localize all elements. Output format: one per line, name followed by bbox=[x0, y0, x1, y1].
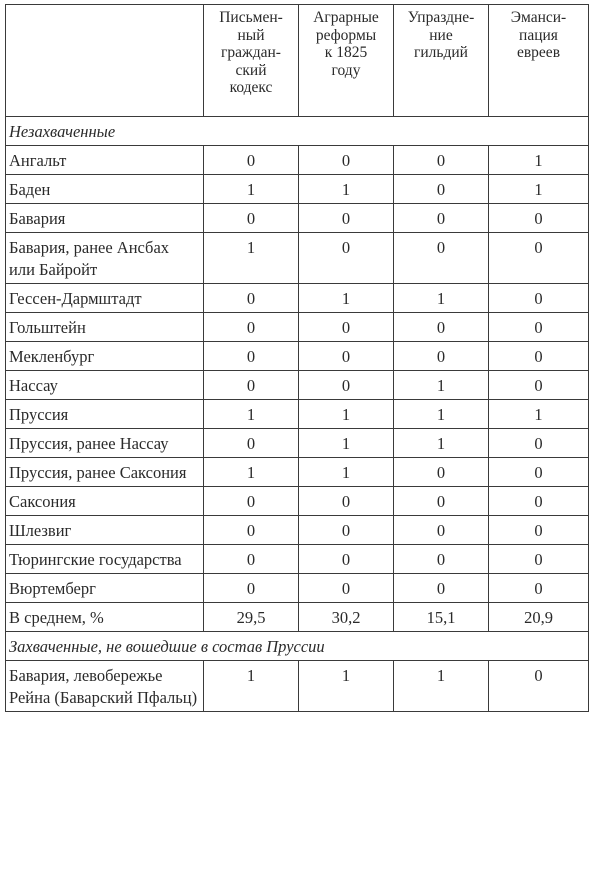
cell-value: 0 bbox=[204, 545, 299, 574]
row-name: Пруссия, ранее Саксония bbox=[6, 458, 204, 487]
cell-value: 0 bbox=[204, 284, 299, 313]
cell-value: 0 bbox=[394, 516, 489, 545]
row-name: Бавария bbox=[6, 204, 204, 233]
cell-value: 1 bbox=[394, 429, 489, 458]
cell-value: 0 bbox=[394, 233, 489, 284]
cell-value: 15,1 bbox=[394, 603, 489, 632]
cell-value: 0 bbox=[489, 371, 589, 400]
table-row bbox=[6, 284, 589, 313]
cell-value: 0 bbox=[394, 175, 489, 204]
header-row bbox=[6, 5, 589, 117]
row-name: Пруссия bbox=[6, 400, 204, 429]
cell-value: 1 bbox=[299, 284, 394, 313]
cell-value: 0 bbox=[299, 342, 394, 371]
cell-value: 0 bbox=[394, 146, 489, 175]
cell-value: 0 bbox=[394, 487, 489, 516]
cell-value: 1 bbox=[204, 458, 299, 487]
cell-value: 0 bbox=[204, 487, 299, 516]
row-name: Гольштейн bbox=[6, 313, 204, 342]
table-container bbox=[5, 4, 588, 712]
section-title-unoccupied: Незахваченные bbox=[6, 117, 589, 146]
section-title-occupied: Захваченные, не вошедшие в состав Пруссии bbox=[6, 632, 589, 661]
cell-value: 1 bbox=[299, 175, 394, 204]
table-row bbox=[6, 661, 589, 712]
cell-value: 0 bbox=[489, 429, 589, 458]
cell-value: 20,9 bbox=[489, 603, 589, 632]
cell-value: 0 bbox=[204, 429, 299, 458]
cell-value: 0 bbox=[489, 233, 589, 284]
cell-value: 0 bbox=[394, 204, 489, 233]
cell-value: 0 bbox=[299, 204, 394, 233]
section-row bbox=[6, 117, 589, 146]
table-row bbox=[6, 313, 589, 342]
header-guild-abolition: Упраздне- ние гильдий bbox=[394, 5, 489, 117]
table-row bbox=[6, 429, 589, 458]
cell-value: 1 bbox=[489, 175, 589, 204]
cell-value: 1 bbox=[394, 371, 489, 400]
row-name: Саксония bbox=[6, 487, 204, 516]
table-row bbox=[6, 175, 589, 204]
table-row bbox=[6, 371, 589, 400]
average-row bbox=[6, 603, 589, 632]
cell-value: 0 bbox=[394, 313, 489, 342]
cell-value: 0 bbox=[489, 313, 589, 342]
cell-value: 0 bbox=[489, 487, 589, 516]
cell-value: 1 bbox=[489, 146, 589, 175]
cell-value: 0 bbox=[204, 342, 299, 371]
table-row bbox=[6, 516, 589, 545]
header-cell-empty bbox=[6, 5, 204, 117]
cell-value: 1 bbox=[204, 233, 299, 284]
cell-value: 1 bbox=[299, 661, 394, 712]
cell-value: 1 bbox=[299, 429, 394, 458]
table-row bbox=[6, 574, 589, 603]
table-row bbox=[6, 233, 589, 284]
cell-value: 1 bbox=[489, 400, 589, 429]
cell-value: 1 bbox=[394, 400, 489, 429]
cell-value: 0 bbox=[489, 458, 589, 487]
row-name: Мекленбург bbox=[6, 342, 204, 371]
reforms-table bbox=[5, 4, 589, 712]
row-name: Тюрингские государства bbox=[6, 545, 204, 574]
cell-value: 0 bbox=[489, 545, 589, 574]
cell-value: 0 bbox=[489, 342, 589, 371]
row-name: Бавария, ранее Ансбах или Байройт bbox=[6, 233, 204, 284]
row-name: Ангальт bbox=[6, 146, 204, 175]
row-name: Нассау bbox=[6, 371, 204, 400]
cell-value: 0 bbox=[204, 146, 299, 175]
cell-value: 0 bbox=[299, 574, 394, 603]
cell-value: 0 bbox=[204, 574, 299, 603]
cell-value: 1 bbox=[394, 661, 489, 712]
cell-value: 0 bbox=[489, 661, 589, 712]
cell-value: 0 bbox=[394, 458, 489, 487]
table-row bbox=[6, 545, 589, 574]
cell-value: 0 bbox=[489, 204, 589, 233]
cell-value: 0 bbox=[299, 545, 394, 574]
cell-value: 0 bbox=[299, 313, 394, 342]
cell-value: 1 bbox=[204, 175, 299, 204]
row-name: Шлезвиг bbox=[6, 516, 204, 545]
cell-value: 1 bbox=[394, 284, 489, 313]
row-name: Гессен-Дармштадт bbox=[6, 284, 204, 313]
cell-value: 0 bbox=[489, 574, 589, 603]
cell-value: 0 bbox=[204, 371, 299, 400]
table-row bbox=[6, 146, 589, 175]
row-name: Пруссия, ранее Нассау bbox=[6, 429, 204, 458]
cell-value: 29,5 bbox=[204, 603, 299, 632]
table-row bbox=[6, 458, 589, 487]
cell-value: 0 bbox=[489, 284, 589, 313]
table-row bbox=[6, 204, 589, 233]
cell-value: 1 bbox=[204, 661, 299, 712]
header-agrarian-reforms: Аграрные реформы к 1825 году bbox=[299, 5, 394, 117]
cell-value: 0 bbox=[299, 516, 394, 545]
row-name: Вюртемберг bbox=[6, 574, 204, 603]
cell-value: 0 bbox=[299, 146, 394, 175]
table-row bbox=[6, 342, 589, 371]
header-jewish-emancipation: Эманси- пация евреев bbox=[489, 5, 589, 117]
row-name: Баден bbox=[6, 175, 204, 204]
cell-value: 0 bbox=[204, 516, 299, 545]
cell-value: 1 bbox=[299, 400, 394, 429]
cell-value: 1 bbox=[204, 400, 299, 429]
cell-value: 0 bbox=[204, 204, 299, 233]
cell-value: 30,2 bbox=[299, 603, 394, 632]
row-name: Бавария, левобережье Рейна (Баварский Пфальц) bbox=[6, 661, 204, 712]
cell-value: 0 bbox=[394, 545, 489, 574]
cell-value: 0 bbox=[299, 487, 394, 516]
header-civil-code: Письмен- ный граждан- ский кодекс bbox=[204, 5, 299, 117]
cell-value: 0 bbox=[299, 371, 394, 400]
table-body bbox=[6, 117, 589, 712]
cell-value: 0 bbox=[489, 516, 589, 545]
table-row bbox=[6, 487, 589, 516]
cell-value: 0 bbox=[394, 342, 489, 371]
table-row bbox=[6, 400, 589, 429]
cell-value: 1 bbox=[299, 458, 394, 487]
row-name: В среднем, % bbox=[6, 603, 204, 632]
section-row bbox=[6, 632, 589, 661]
cell-value: 0 bbox=[299, 233, 394, 284]
cell-value: 0 bbox=[394, 574, 489, 603]
cell-value: 0 bbox=[204, 313, 299, 342]
